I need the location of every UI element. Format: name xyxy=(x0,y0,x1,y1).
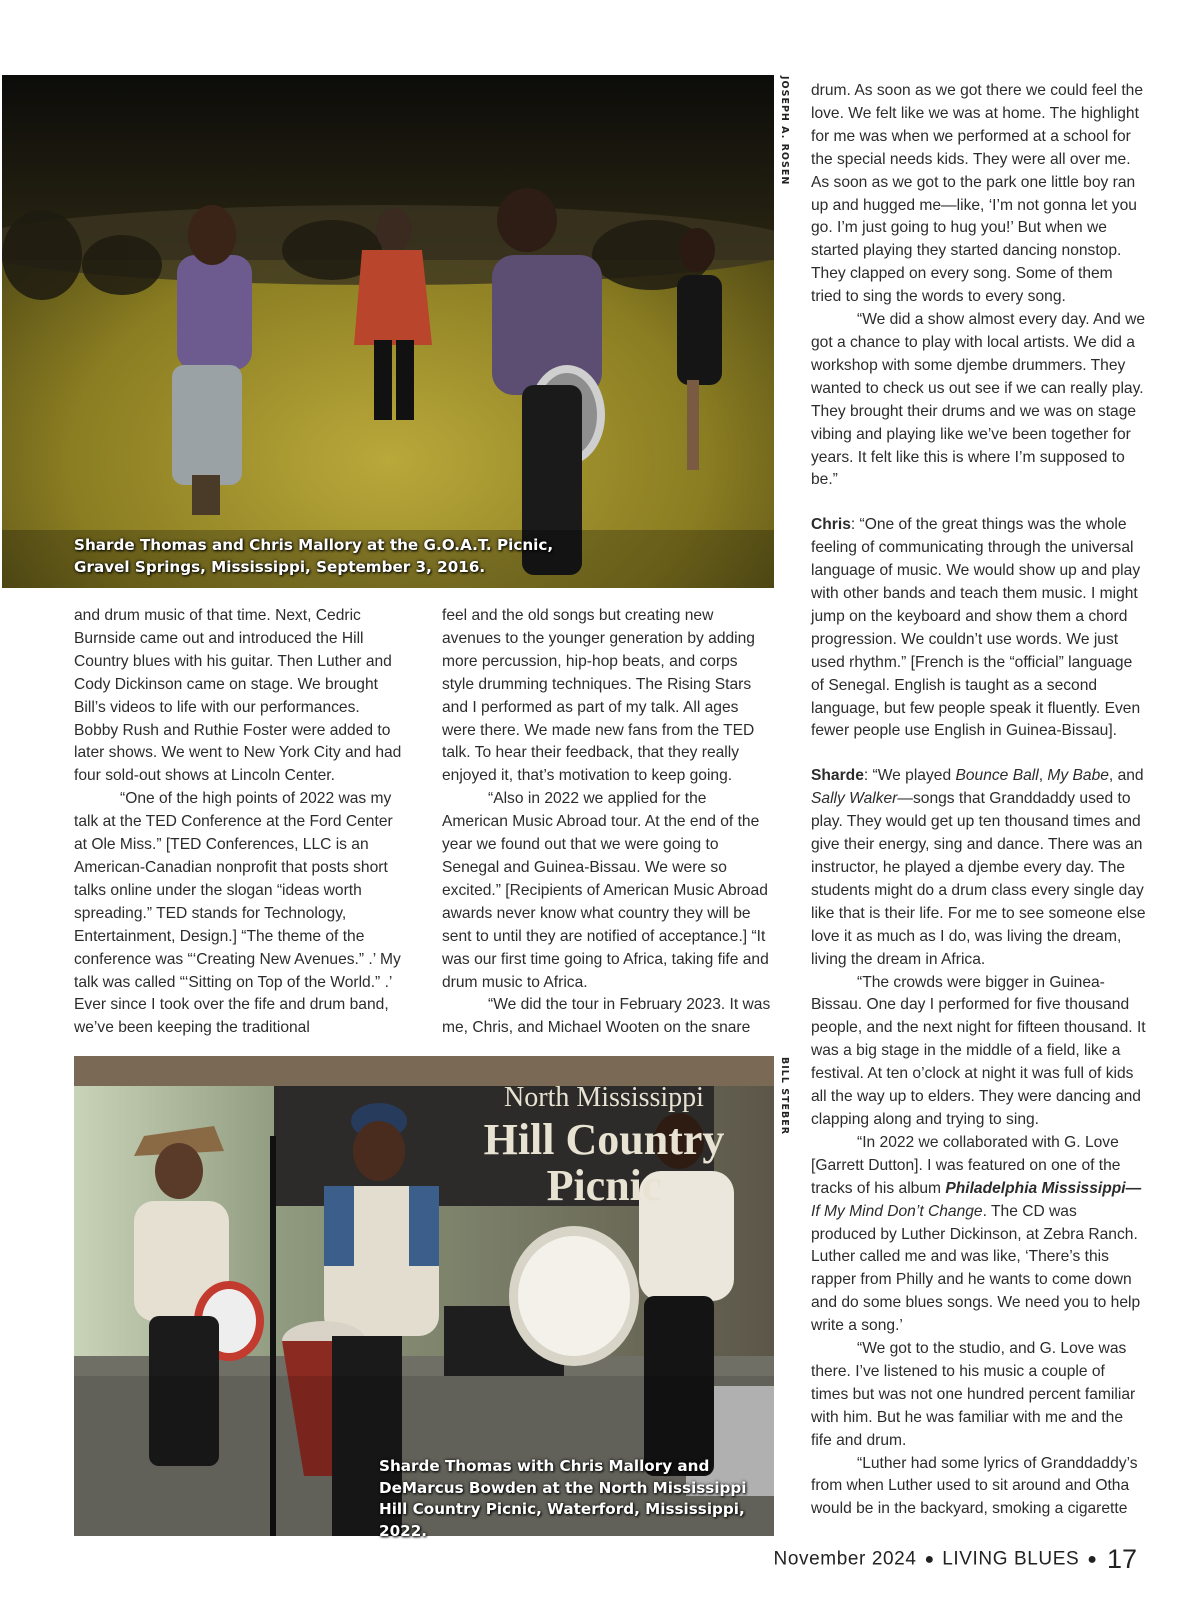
paragraph: drum. As soon as we got there we could feel the love. We felt like we was at home. The highlight for me was when we performed at a school for the special needs kids. They were all over me. As soon as we got to the park one little boy ran up and hugged me—like, ‘I’m not gonna let you go. I’m just going to hug you!’ But when we started playing they started dancing nonstop. They clapped on every song. Some of them tried to sing the words to every song. xyxy=(811,82,1143,306)
paragraph: “We did the tour in February 2023. It was me, Chris, and Michael Wooten on the snare xyxy=(442,996,771,1037)
paragraph: “We got to the studio, and G. Love was there. I’ve listened to his music a couple of times but was not one hundred percent familiar with him. But he was familiar with me and the fife and drum. xyxy=(811,1340,1136,1449)
speaker-name: Sharde xyxy=(811,767,864,785)
paragraph: Sharde: “We played Bounce Ball, My Babe, and Sally Walker—songs that Granddaddy used to play. They would get up ten thousand times and give their energy, sing and dance. There was an instructor, he played a djembe every day. The students might do a drum class every single day like that is their life. For me to see someone else love it as much as I do, was living the dream, living the dream in Africa. xyxy=(811,767,1146,968)
banner-line-3: Picnic xyxy=(546,1161,662,1210)
paragraph: “Also in 2022 we applied for the American Music Abroad tour. At the end of the year we found out that we were going to Senegal and Guinea-Bissau. We were so excited.” [Recipients of American Music Abroad awards never know what country they will be sent to until they are notified of acceptance.] “It was our first time going to Africa, taking fife and drum music to Africa. xyxy=(442,790,769,991)
paragraph: and drum music of that time. Next, Cedric Burnside came out and introduced the Hill Country blues with his guitar. Then Luther and Cody Dickinson came on stage. We brought Bill’s videos to life with our performances. Bobby Rush and Ruthie Foster were added to later shows. We went to New York City and had four sold-out shows at Lincoln Center. xyxy=(74,607,402,785)
song-title: My Babe xyxy=(1047,767,1109,785)
album-title: Philadelphia Mississippi xyxy=(945,1179,1126,1197)
paragraph: “The crowds were bigger in Guinea-Bissau. One day I performed for five thousand people, and the next night for fifteen thousand. It was a big stage in the middle of a field, like a festival. At ten o’clock at night it was full of kids all the way up to elders. They were dancing and clapping along and trying to sing. xyxy=(811,973,1146,1128)
page-number: 17 xyxy=(1106,1544,1137,1574)
photo-caption-goat-picnic: Sharde Thomas and Chris Mallory at the G.O.A.T. Picnic, Gravel Springs, Mississippi, September 3, 2016. xyxy=(74,536,554,576)
article-column-1 xyxy=(74,605,406,1040)
separator-dot: ● xyxy=(1087,1550,1097,1568)
article-column-3 xyxy=(811,80,1146,1521)
separator-dot: ● xyxy=(924,1550,935,1568)
photo-credit-steber: BILL STEBER xyxy=(779,1057,790,1136)
banner-line-1: North Mississippi xyxy=(504,1082,704,1113)
song-title: Sally Walker xyxy=(811,790,898,808)
paragraph: Chris: “One of the great things was the whole feeling of communicating through the universal language of music. We would show up and play with other bands and teach them music. I might jump on the keyboard and show them a chord progression. We couldn’t use words. We just used rhythm.” [French is the “official” language of Senegal. English is taught as a second language, but few people speak it fluently. Even fewer people use English in Guinea-Bissau]. xyxy=(811,516,1141,740)
banner-line-2: Hill Country xyxy=(483,1115,725,1164)
issue-date: November 2024 xyxy=(773,1548,917,1570)
photo-credit-rosen: JOSEPH A. ROSEN xyxy=(779,76,790,186)
paragraph: feel and the old songs but creating new avenues to the younger generation by adding more percussion, hip-hop beats, and corps style drumming techniques. The Rising Stars and I performed as part of my talk. All ages were there. We made new fans from the TED talk. To hear their feedback, that they really enjoyed it, that’s motivation to keep going. xyxy=(442,607,755,785)
photo-goat-picnic xyxy=(2,75,774,588)
song-title: Bounce Ball xyxy=(955,767,1039,785)
speaker-name: Chris xyxy=(811,516,851,534)
paragraph: “We did a show almost every day. And we got a chance to play with local artists. We did a workshop with some djembe drummers. They wanted to check us out see if we can really play. They brought their drums and we was on stage vibing and playing like we’ve been together for years. It felt like this is where I’m supposed to be.” xyxy=(811,311,1146,489)
magazine-name: LIVING BLUES xyxy=(942,1548,1080,1570)
article-column-2 xyxy=(442,605,772,1040)
page-footer xyxy=(774,1544,1137,1575)
paragraph: “In 2022 we collaborated with G. Love [Garrett Dutton]. I was featured on one of the tracks of his album Philadelphia Mississippi—If My Mind Don’t Change. The CD was produced by Luther Dickinson, at Zebra Ranch. Luther called me and was like, ‘There’s this rapper from Philly and he wants to come down and do some blues songs. We need you to help write a song.’ xyxy=(811,1133,1142,1335)
paragraph: “One of the high points of 2022 was my talk at the TED Conference at the Ford Center at Ole Miss.” [TED Conferences, LLC is an American-Canadian nonprofit that posts short talks online under the slogan “ideas worth spreading.” TED stands for Technology, Entertainment, Design.] “The theme of the conference was “‘Creating New Avenues.” .’ My talk was called “‘Sitting on Top of the World.” .’ Ever since I took over the fife and drum band, we’ve been keeping the traditional xyxy=(74,790,401,1037)
song-title: If My Mind Don’t Change xyxy=(811,1202,983,1220)
paragraph: “Luther had some lyrics of Granddaddy’s from when Luther used to sit around and Otha would be in the backyard, smoking a cigarette xyxy=(811,1454,1138,1518)
photo-caption-hill-country-picnic: Sharde Thomas with Chris Mallory and DeMarcus Bowden at the North Mississippi Hill Country Picnic, Waterford, Mississippi, 2022. xyxy=(379,1457,747,1540)
banner-text xyxy=(454,1076,754,1208)
photo-goat-picnic-image xyxy=(2,75,774,588)
